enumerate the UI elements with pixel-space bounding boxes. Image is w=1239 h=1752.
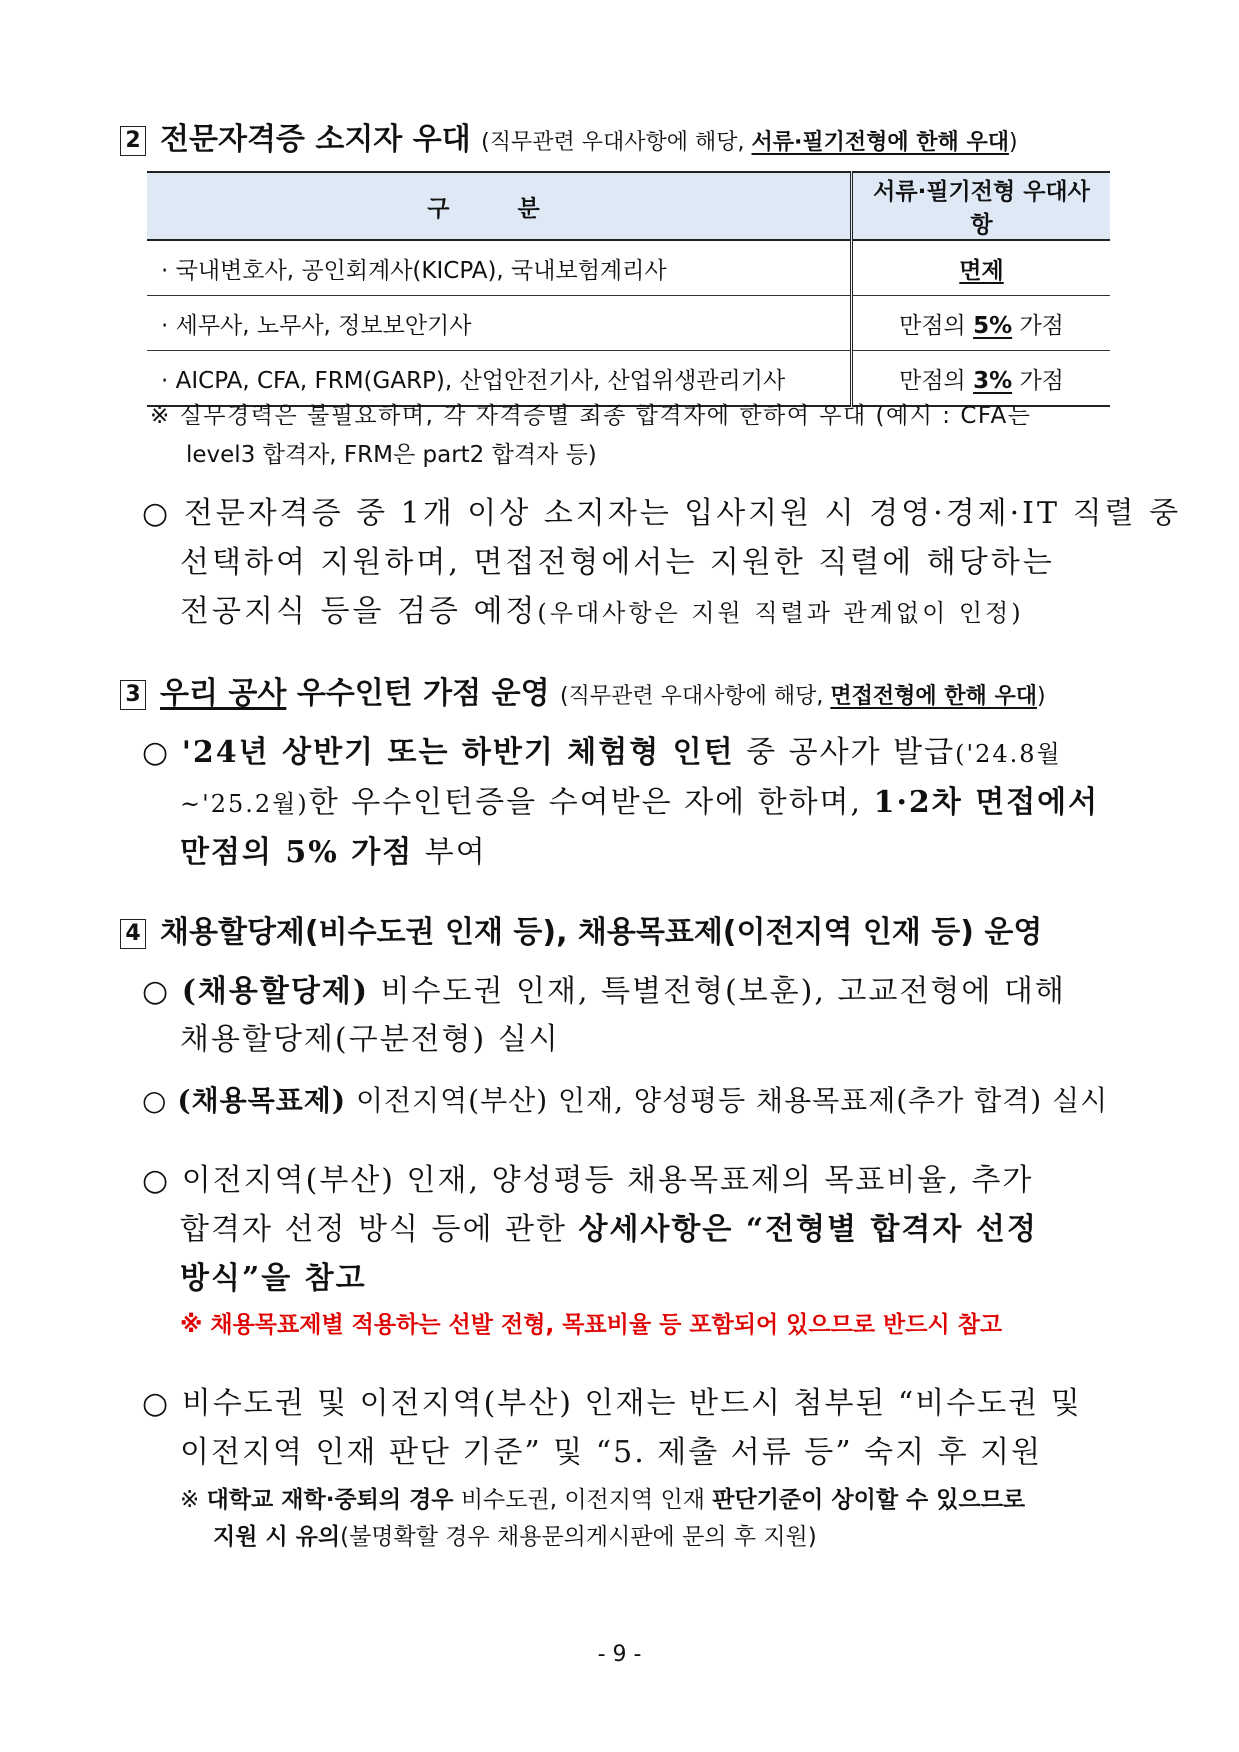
text-main: 전공지식 등을 검증 예정	[180, 594, 538, 629]
note-close: )	[1008, 130, 1018, 155]
paragraph-line	[142, 966, 1066, 1010]
paragraph-line: 선택하여 지원하며, 면접전형에서는 지원한 직렬에 해당하는	[180, 545, 1055, 580]
table-row	[147, 296, 1110, 351]
paragraph-line	[142, 1079, 1108, 1119]
table-header-benefit: 서류·필기전형 우대사항	[852, 172, 1111, 240]
paragraph-line: ○ 이전지역(부산) 인재, 양성평등 채용목표제의 목표비율, 추가	[142, 1163, 1034, 1198]
text-main: 부여	[413, 835, 487, 870]
section-note	[560, 684, 1046, 709]
paragraph-line: 방식”을 참고	[180, 1261, 367, 1296]
bullet: ○	[142, 1084, 168, 1117]
text-bold: (채용목표제)	[177, 1084, 347, 1117]
text-bold: 판단기준이 상이할 수 있으므로	[712, 1487, 1026, 1513]
table-row	[147, 240, 1110, 296]
section-number: 4	[120, 919, 146, 949]
text-bold: 상세사항은 “전형별 합격자 선정	[578, 1212, 1038, 1247]
table-header-row	[147, 172, 1110, 240]
table-header-category: 구 분	[147, 172, 852, 240]
note-line: ※ 실무경력은 불필요하며, 각 자격증별 최종 합격자에 한하여 우대 (예시 : CFA는	[150, 403, 1032, 429]
note-open: (직무관련 우대사항에 해당,	[560, 684, 831, 709]
note-underlined: 서류·필기전형에 한해 우대	[751, 130, 1009, 155]
table-cell-qualification: · 세무사, 노무사, 정보보안기사	[147, 296, 852, 351]
page-number: - 9 -	[597, 1642, 642, 1667]
paragraph-line	[180, 586, 1024, 630]
text-main: 비수도권, 이전지역 인재	[453, 1487, 713, 1513]
table-cell-benefit	[852, 296, 1111, 351]
paragraph-line: 채용할당제(구분전형) 실시	[180, 1022, 560, 1057]
section-3-heading	[120, 668, 1046, 712]
note-line	[213, 1518, 817, 1551]
section-2-heading	[120, 114, 1018, 158]
paragraph-line	[142, 727, 1062, 771]
note-underlined: 면접전형에 한해 우대	[830, 684, 1037, 709]
red-warning-note: ※ 채용목표제별 적용하는 선발 전형, 목표비율 등 포함되어 있으므로 반드시 참고	[180, 1312, 1003, 1338]
paragraph-line: ○ 비수도권 및 이전지역(부산) 인재는 반드시 첨부된 “비수도권 및	[142, 1386, 1082, 1421]
bullet: ○	[142, 974, 171, 1009]
benefit-suffix: 가점	[1012, 367, 1064, 394]
section-note	[481, 130, 1017, 155]
table-cell-qualification: · 국내변호사, 공인회계사(KICPA), 국내보험계리사	[147, 240, 852, 296]
text-aside: (우대사항은 지원 직렬과 관계없이 인정)	[537, 599, 1024, 627]
text-bold: '24년 상반기 또는 하반기 체험형 인턴	[181, 735, 735, 770]
paragraph-line	[180, 1204, 1038, 1248]
note-line: level3 합격자, FRM은 part2 합격자 등)	[186, 442, 597, 468]
text-main: 이전지역(부산) 인재, 양성평등 채용목표제(추가 합격) 실시	[346, 1084, 1109, 1117]
text-bold: 만점의 5% 가점	[180, 835, 414, 870]
note-mark: ※	[180, 1487, 207, 1513]
section-title: 채용할당제(비수도권 인재 등), 채용목표제(이전지역 인재 등) 운영	[160, 915, 1043, 950]
section-title-underlined: 우리 공사	[160, 676, 287, 711]
benefit-prefix: 만점의	[899, 367, 974, 394]
section-title: 우수인턴 가점 운영	[286, 676, 550, 711]
paragraph-line	[180, 777, 1099, 821]
paragraph-line: ○ 전문자격증 중 1개 이상 소지자는 입사지원 시 경영·경제·IT 직렬 중	[142, 496, 1182, 531]
benefit-value: 면제	[959, 257, 1004, 284]
text-main: 중 공사가 발급	[734, 735, 956, 770]
section-title: 전문자격증 소지자 우대	[160, 122, 471, 157]
benefit-value: 5%	[973, 312, 1013, 339]
text-main: 합격자 선정 방식 등에 관한	[180, 1212, 579, 1247]
section-4-heading	[120, 907, 1042, 951]
text-bold: 대학교 재학·중퇴의 경우	[206, 1487, 454, 1513]
qualification-table	[147, 171, 1110, 407]
text-aside: ('24.8월	[955, 740, 1062, 768]
text-aside: ~'25.2월)	[180, 790, 309, 818]
text-main: (불명확할 경우 채용문의게시판에 문의 후 지원)	[340, 1524, 817, 1550]
note-close: )	[1036, 684, 1046, 709]
paragraph-line	[180, 827, 487, 871]
text-bold: 지원 시 유의	[213, 1524, 341, 1550]
benefit-value: 3%	[973, 367, 1013, 394]
text-main: 비수도권 인재, 특별전형(보훈), 고교전형에 대해	[369, 974, 1066, 1009]
text-bold: (채용할당제)	[181, 974, 370, 1009]
benefit-prefix: 만점의	[899, 312, 974, 339]
bullet: ○	[142, 735, 171, 770]
table-cell-benefit	[852, 240, 1111, 296]
paragraph-line: 이전지역 인재 판단 기준” 및 “5. 제출 서류 등” 숙지 후 지원	[180, 1435, 1043, 1470]
section-number: 3	[120, 680, 146, 710]
table-cell-qualification: · AICPA, CFA, FRM(GARP), 산업안전기사, 산업위생관리기사	[147, 351, 852, 407]
text-bold: 1·2차 면접에서	[873, 785, 1100, 820]
note-line	[180, 1481, 1025, 1514]
benefit-suffix: 가점	[1012, 312, 1064, 339]
text-main: 한 우수인턴증을 수여받은 자에 한하며,	[308, 785, 874, 820]
section-number: 2	[120, 126, 146, 156]
note-open: (직무관련 우대사항에 해당,	[481, 130, 752, 155]
